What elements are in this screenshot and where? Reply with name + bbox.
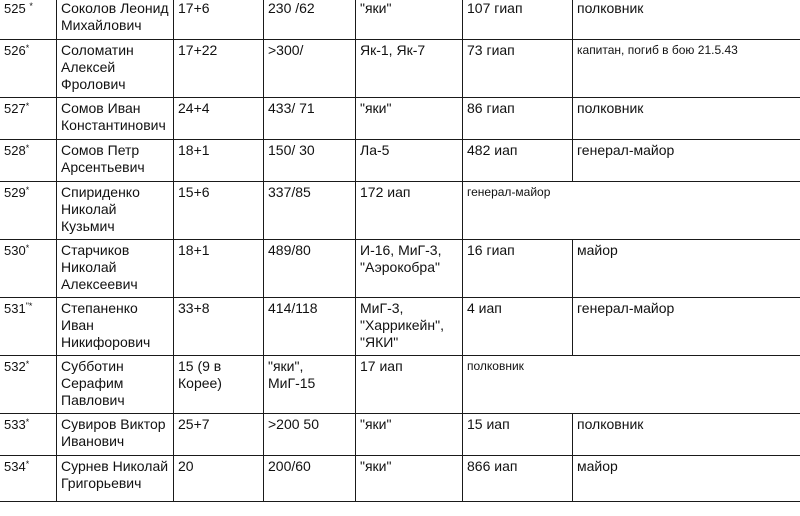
pilot-name: Сомов Петр Арсентьевич [57,140,174,182]
row-number: 526* [0,40,57,98]
pilot-name: Старчиков Николай Алексеевич [57,240,174,298]
pilot-name: Сурнев Николай Григорьевич [57,456,174,502]
table-row [0,414,800,456]
pilot-name: Сувиров Виктор Иванович [57,414,174,456]
victories-cell: 15+6 [174,182,264,240]
sorties-cell: 150/ 30 [264,140,356,182]
row-number: 527* [0,98,57,140]
table-row [0,240,800,298]
sorties-cell: 337/85 [264,182,356,240]
unit-cell: 15 иап [463,414,573,456]
pilot-name: Субботин Серафим Павлович [57,356,174,414]
note-cell: генерал-майор [573,140,800,182]
row-number: 528* [0,140,57,182]
sorties-cell: 414/118 [264,298,356,356]
pilot-name: Степаненко Иван Никифорович [57,298,174,356]
row-number: 530* [0,240,57,298]
aircraft-cell: И-16, МиГ-3, "Аэрокобра" [356,240,463,298]
unit-cell: 482 иап [463,140,573,182]
note-cell: капитан, погиб в бою 21.5.43 [573,40,800,98]
note-cell: полковник [573,0,800,40]
note-cell: полковник [573,414,800,456]
rank-cell: полковник [463,356,800,414]
table-row [0,356,800,414]
unit-cell: 73 гиап [463,40,573,98]
unit-cell: 86 гиап [463,98,573,140]
note-cell: майор [573,240,800,298]
aircraft-cell: Як-1, Як-7 [356,40,463,98]
unit-cell: 172 иап [356,182,463,240]
pilot-name: Сомов Иван Константинович [57,98,174,140]
victories-cell: 25+7 [174,414,264,456]
row-number: 532* [0,356,57,414]
victories-cell: 17+22 [174,40,264,98]
note-cell: майор [573,456,800,502]
aircraft-cell: Ла-5 [356,140,463,182]
sorties-cell: >300/ [264,40,356,98]
unit-cell: 866 иап [463,456,573,502]
victories-cell: 17+6 [174,0,264,40]
table-row [0,98,800,140]
unit-cell: 4 иап [463,298,573,356]
victories-cell: 18+1 [174,140,264,182]
unit-cell: 17 иап [356,356,463,414]
row-number: 529* [0,182,57,240]
pilot-name: Соколов Леонид Михайлович [57,0,174,40]
pilot-name: Спириденко Николай Кузьмич [57,182,174,240]
victories-cell: 24+4 [174,98,264,140]
victories-cell: 18+1 [174,240,264,298]
row-number: 525 * [0,0,57,40]
table-row [0,0,800,40]
aircraft-cell: МиГ-3, "Харрикейн", "ЯКИ" [356,298,463,356]
rank-cell: генерал-майор [463,182,800,240]
unit-cell: 16 гиап [463,240,573,298]
table-row [0,182,800,240]
aircraft-cell: "яки" [356,0,463,40]
pilot-name: Соломатин Алексей Фролович [57,40,174,98]
sorties-cell: 489/80 [264,240,356,298]
victories-cell: 33+8 [174,298,264,356]
note-cell: генерал-майор [573,298,800,356]
sorties-cell: 230 /62 [264,0,356,40]
victories-cell: 20 [174,456,264,502]
victories-cell: 15 (9 в Корее) [174,356,264,414]
table-row [0,298,800,356]
aircraft-cell: "яки" [356,98,463,140]
table-row [0,456,800,502]
sorties-cell: 200/60 [264,456,356,502]
sorties-cell: >200 50 [264,414,356,456]
row-number: 534* [0,456,57,502]
unit-cell: 107 гиап [463,0,573,40]
aircraft-cell: "яки" [356,456,463,502]
row-number: 533* [0,414,57,456]
sorties-cell: 433/ 71 [264,98,356,140]
aircraft-cell: "яки" [356,414,463,456]
row-number: 531"* [0,298,57,356]
note-cell: полковник [573,98,800,140]
table-row [0,40,800,98]
aircraft-cell: "яки", МиГ-15 [264,356,356,414]
table-row [0,140,800,182]
